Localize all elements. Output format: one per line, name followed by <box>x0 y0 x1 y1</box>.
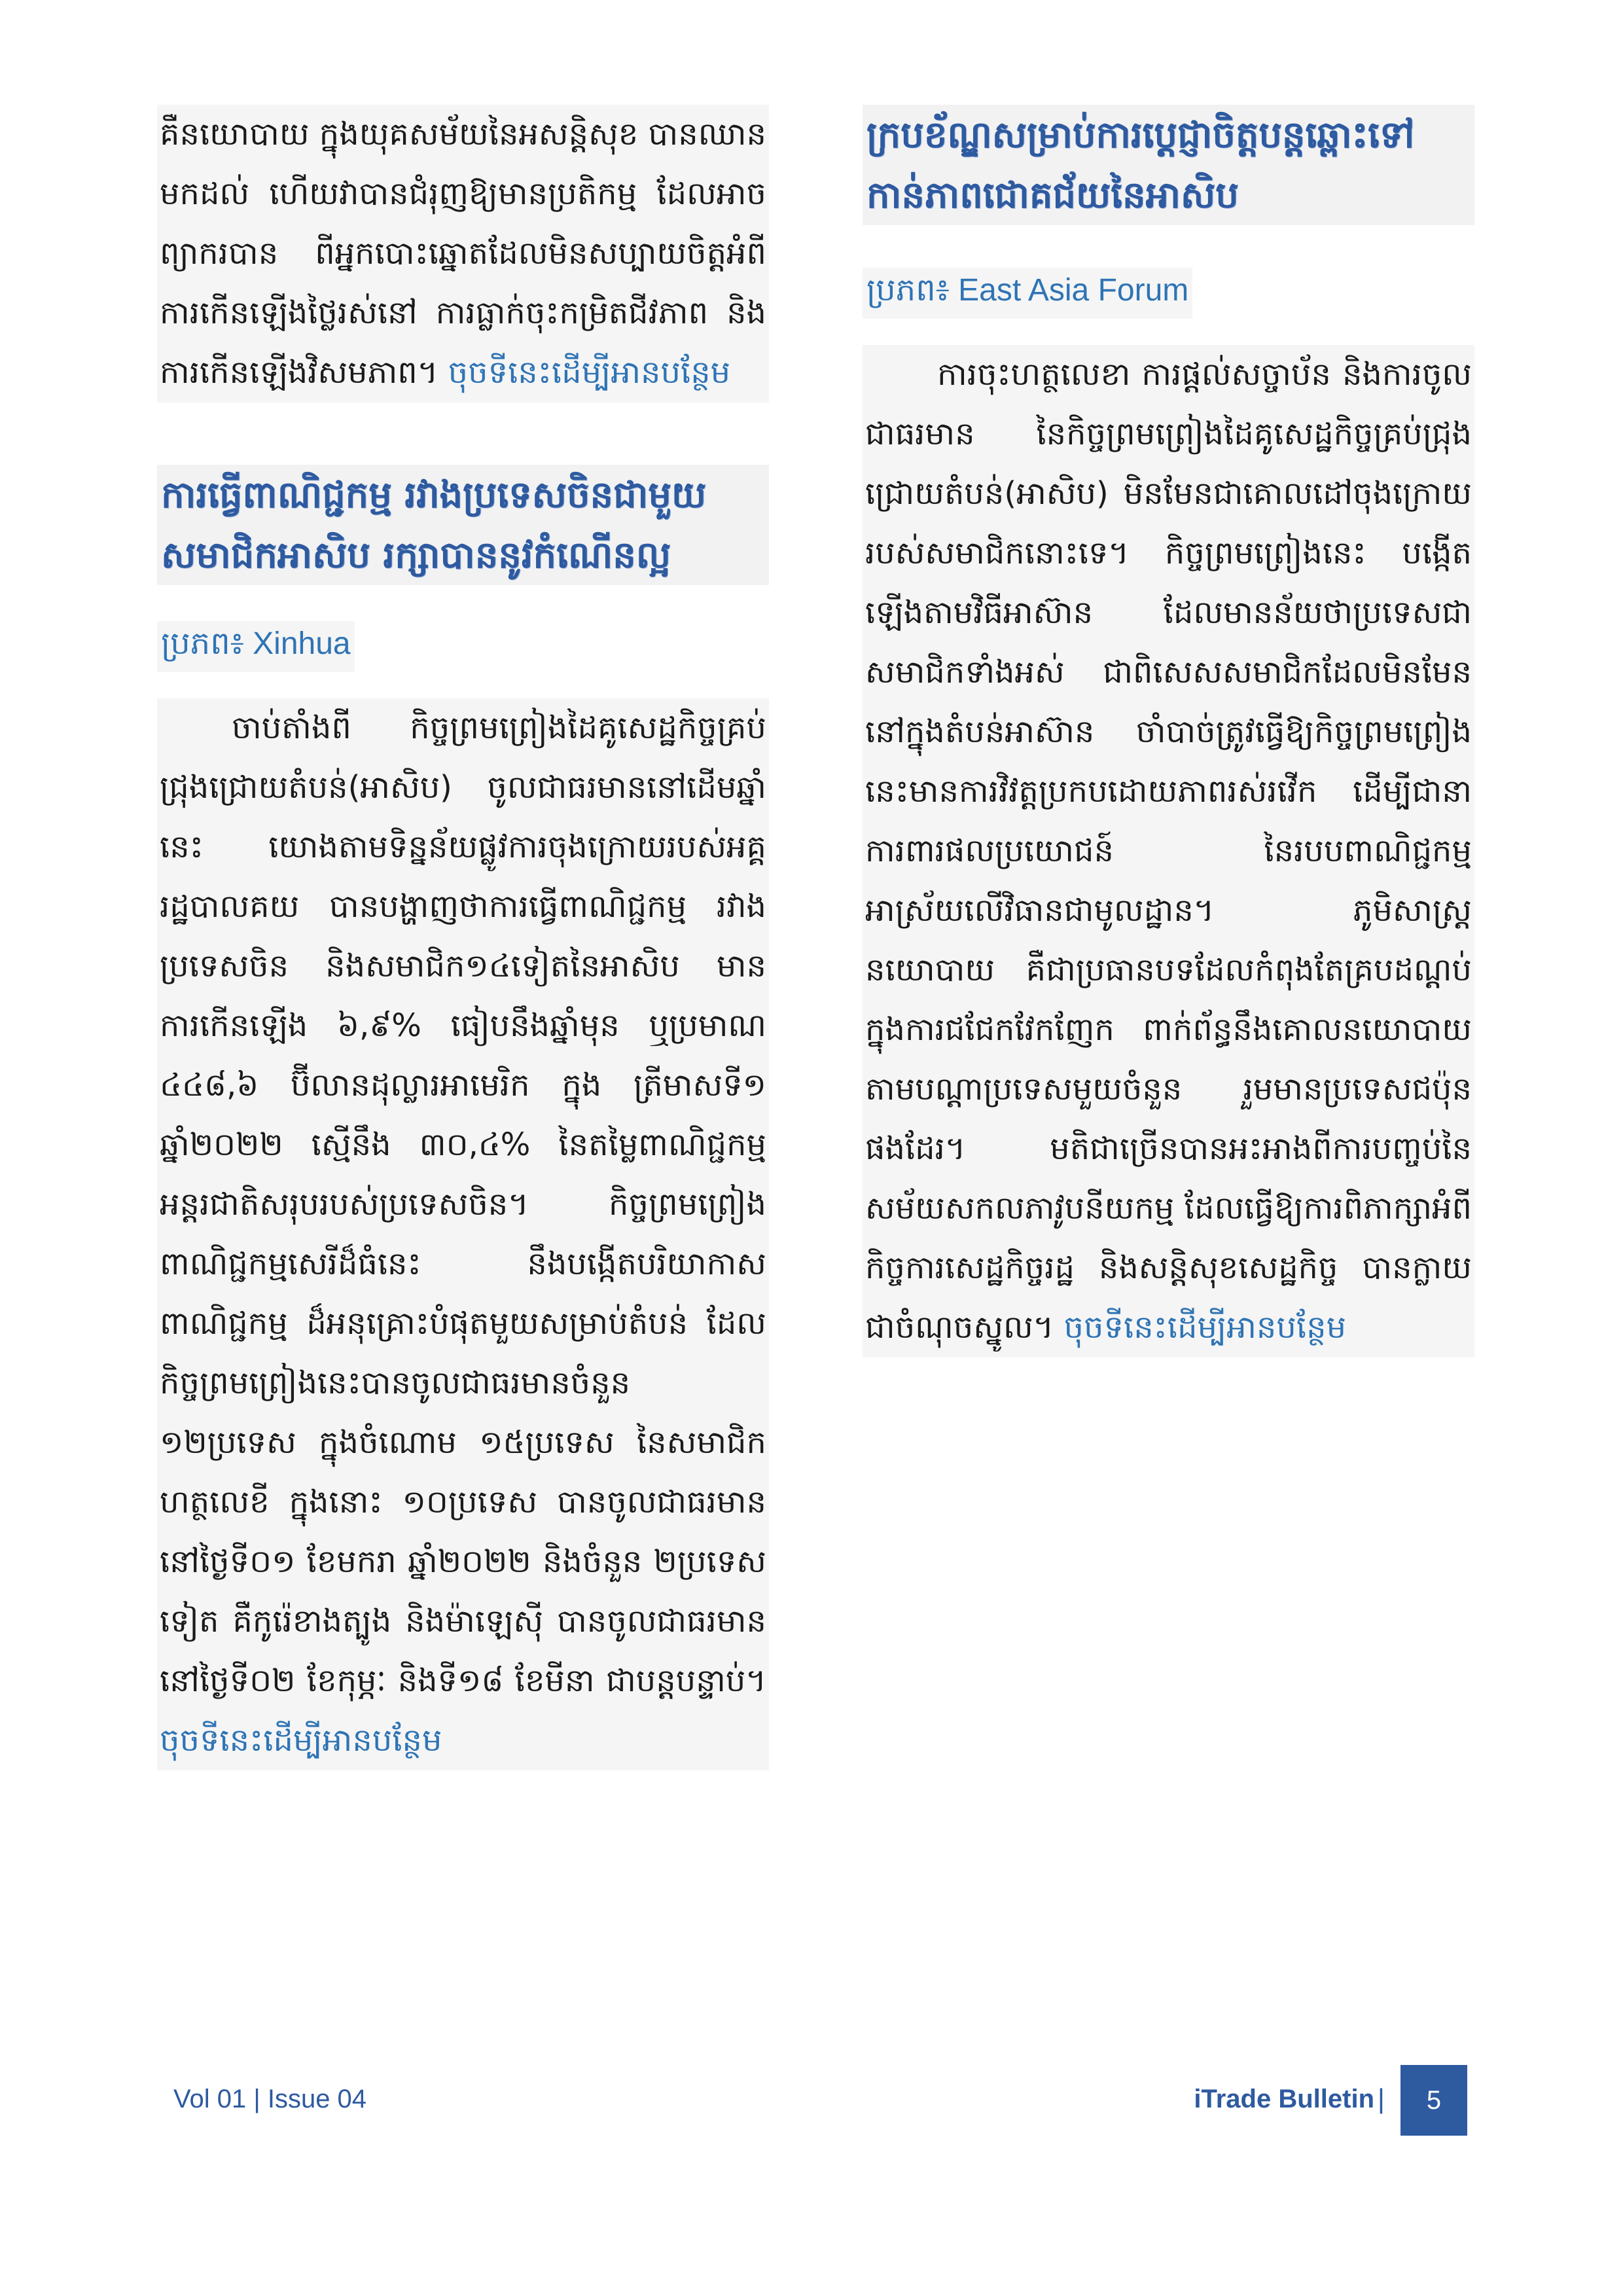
article-source-east-asia-forum: ប្រភព៖ East Asia Forum <box>863 268 1192 319</box>
page-footer <box>0 2065 1623 2137</box>
article-headline-china-rcep: ការធ្វើពាណិជ្ជកម្ម រវាងប្រទេសចិនជាមួយសមាជិកអាសិប រក្សាបាននូវកំណើនល្អ <box>157 465 769 585</box>
article-body-rcep-framework <box>863 345 1474 1357</box>
footer-separator: | <box>1378 2083 1385 2114</box>
footer-volume: Vol 01 | Issue 04 <box>173 2085 367 2113</box>
article-body-china-rcep <box>157 698 769 1770</box>
article-body-text: ចាប់តាំងពី កិច្ចព្រមព្រៀងដៃគូសេដ្ឋកិច្ចគ្រប់ជ្រុងជ្រោយតំបន់(អាសិប) ចូលជាធរមាននៅដើមឆ្នាំនេះ យោងតាមទិន្នន័យផ្លូវការចុងក្រោយរបស់អគ្គរដ្ឋបាលគយ បានបង្ហាញថាការធ្វើពាណិជ្ជកម្ម រវាងប្រទេសចិន និងសមាជិក១៤ទៀតនៃអាសិប មានការកើនឡើង ៦,៩% ធៀបនឹងឆ្នាំមុន ឬប្រមាណ ៤៤៨,៦ ប៊ីលានដុល្លារអាមេរិក ក្នុង ត្រីមាសទី១ ឆ្នាំ២០២២ ស្មើនឹង ៣០,៤% នៃតម្លៃពាណិជ្ជកម្មអន្តរជាតិសរុបរបស់ប្រទេសចិន។ កិច្ចព្រមព្រៀងពាណិជ្ជកម្មសេរីដ៏ធំនេះ នឹងបង្កើតបរិយាកាសពាណិជ្ជកម្ម ដ៏អនុគ្រោះបំផុតមួយសម្រាប់តំបន់ ដែលកិច្ចព្រមព្រៀងនេះបានចូលជាធរមានចំនួន ១២ប្រទេស ក្នុងចំណោម ១៥ប្រទេស នៃសមាជិកហត្ថលេខី ក្នុងនោះ ១០ប្រទេស បានចូលជាធរមាននៅថ្ងៃទី០១ ខែមករា ឆ្នាំ២០២២ និងចំនួន ២ប្រទេសទៀត គឺកូរ៉េខាងត្បូង និងម៉ាឡេស៊ី បានចូលជាធរមាននៅថ្ងៃទី០២ ខែកុម្ភៈ និងទី១៨ ខែមីនា ជាបន្តបន្ទាប់។ <box>160 709 766 1699</box>
article-read-more-link[interactable]: ចុចទីនេះដើម្បីអានបន្ថែម <box>1063 1309 1347 1346</box>
intro-read-more-link[interactable]: ចុចទីនេះដើម្បីអានបន្ថែម <box>448 354 731 391</box>
article-read-more-link[interactable]: ចុចទីនេះដើម្បីអានបន្ថែម <box>160 1722 442 1759</box>
article-body-text: ការចុះហត្ថលេខា ការផ្តល់សច្ចាប័ន និងការចូលជាធរមាន នៃកិច្ចព្រមព្រៀងដៃគូសេដ្ឋកិច្ចគ្រប់ជ្រុងជ្រោយតំបន់(អាសិប) មិនមែនជាគោលដៅចុងក្រោយរបស់សមាជិកនោះទេ។ កិច្ចព្រមព្រៀងនេះ បង្កើតឡើងតាមវិធីអាស៊ាន ដែលមានន័យថាប្រទេសជាសមាជិកទាំងអស់ ជាពិសេសសមាជិកដែលមិនមែននៅក្នុងតំបន់អាស៊ាន ចាំបាច់ត្រូវធ្វើឱ្យកិច្ចព្រមព្រៀងនេះមានការវិវត្តប្រកបដោយភាពរស់រវើក ដើម្បីជានាការពារផលប្រយោជន៍ នៃរបបពាណិជ្ជកម្ម អាស្រ័យលើវិធានជាមូលដ្ឋាន។ ភូមិសាស្ត្រនយោបាយ គឺជាប្រធានបទដែលកំពុងតែគ្របដណ្តប់ក្នុងការជជែកវែកញែក ពាក់ព័ន្ធនឹងគោលនយោបាយ តាមបណ្តាប្រទេសមួយចំនួន រួមមានប្រទេសជប៉ុនផងដែរ។ មតិជាច្រើនបានអះអាងពីការបញ្ចប់នៃសម័យសកលភាវូបនីយកម្ម ដែលធ្វើឱ្យការពិភាក្សាអំពីកិច្ចការសេដ្ឋកិច្ចរដ្ឋ និងសន្តិសុខសេដ្ឋកិច្ច បានក្លាយជាចំណុចស្នូល។ <box>865 356 1472 1346</box>
article-source-xinhua: ប្រភព៖ Xinhua <box>157 621 355 672</box>
intro-text: គឺនយោបាយ ក្នុងយុគសម័យនៃអសន្តិសុខ បានឈានមកដល់ ហើយវាបានជំរុញឱ្យមានប្រតិកម្ម ដែលអាចព្យាករបាន ពីអ្នកបោះឆ្នោតដែលមិនសប្បាយចិត្តអំពីការកើនឡើងថ្លៃរស់នៅ ការធ្លាក់ចុះកម្រិតជីវភាព និងការកើនឡើងវិសមភាព។ <box>160 116 766 391</box>
right-column <box>863 105 1474 1357</box>
intro-paragraph <box>157 105 769 403</box>
page-number-badge <box>1400 2065 1467 2136</box>
article-headline-rcep-framework: ក្របខ័ណ្ឌសម្រាប់ការប្តេជ្ញាចិត្តបន្តឆ្ពោះទៅកាន់ភាពជោគជ័យនៃអាសិប <box>863 105 1474 225</box>
left-column <box>157 105 769 1770</box>
footer-publication-title: iTrade Bulletin <box>1194 2085 1374 2113</box>
page-number: 5 <box>1426 2085 1442 2115</box>
